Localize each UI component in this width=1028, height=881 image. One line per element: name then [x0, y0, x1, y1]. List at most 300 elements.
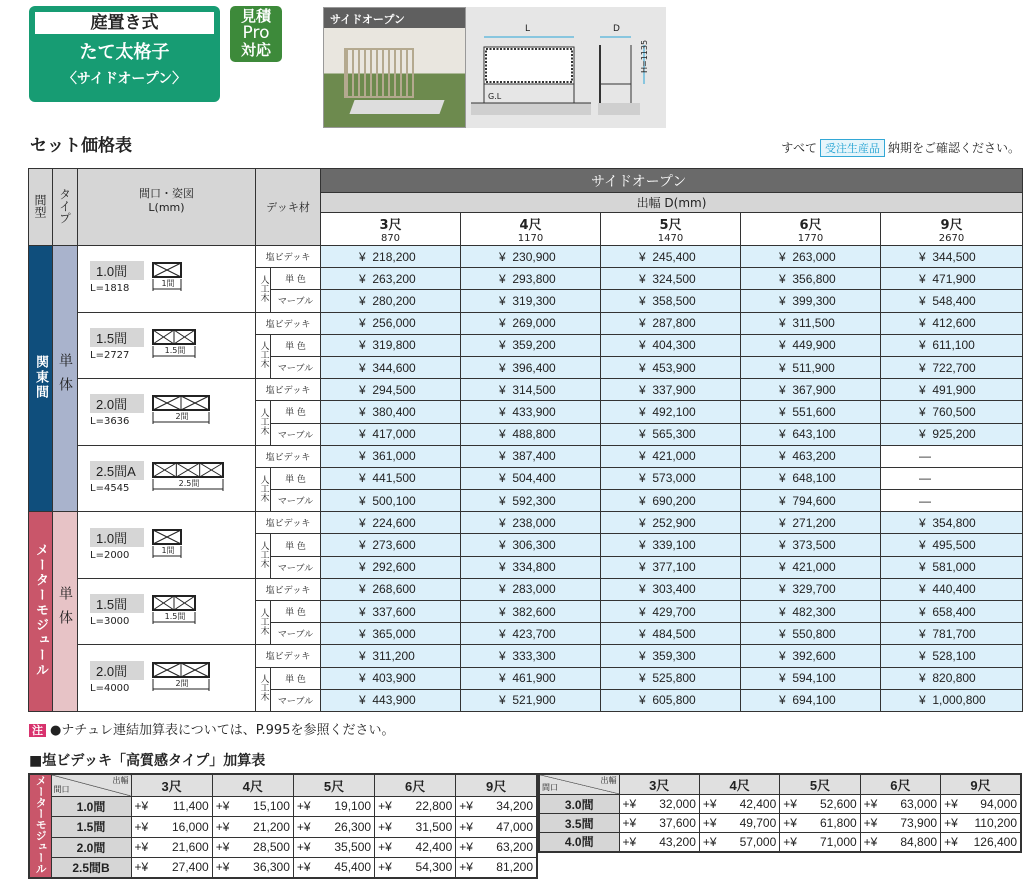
- price-cell: ¥ 359,200: [461, 334, 601, 356]
- price-cell: ¥ 367,900: [741, 379, 881, 401]
- deck-marble: マーブル: [271, 490, 321, 512]
- price-cell: ¥ 280,200: [321, 290, 461, 312]
- deck-enbi: 塩ビデッキ: [256, 578, 321, 600]
- price-cell: ¥ 925,200: [881, 423, 1023, 445]
- addon-value: [456, 857, 537, 878]
- type-name: 単体: [57, 353, 73, 402]
- price-value: 482,300: [792, 604, 836, 619]
- length-label: L=4545: [90, 482, 130, 494]
- column-shaku: 6尺: [799, 218, 822, 233]
- price-value: 333,300: [512, 648, 556, 663]
- addon-amount: 35,500: [334, 840, 372, 855]
- addon-prefix: +¥: [944, 816, 962, 830]
- column-shaku: 3尺: [379, 218, 402, 233]
- deck-tanshoku: 単 色: [271, 401, 321, 423]
- addon-amount: 45,400: [334, 860, 372, 875]
- addon-row: [29, 837, 537, 857]
- price-value: 269,000: [512, 316, 556, 331]
- price-cell: ¥ 488,800: [461, 423, 601, 445]
- price-value: 380,400: [372, 404, 416, 419]
- addon-value: [212, 817, 293, 837]
- label-GL: G.L: [488, 92, 502, 101]
- price-value: 294,500: [372, 382, 416, 397]
- addon-amount: 61,800: [819, 816, 857, 830]
- deck-marble: マーブル: [271, 556, 321, 578]
- order-notice: [781, 139, 1020, 157]
- deck-jinko: [256, 401, 271, 445]
- price-cell: ¥ 396,400: [461, 356, 601, 378]
- price-cell: ¥ 319,300: [461, 290, 601, 312]
- price-cell: ¥ 268,600: [321, 578, 461, 600]
- addon-amount: 52,600: [819, 797, 857, 811]
- deck-marble: マーブル: [271, 290, 321, 312]
- addon-row: [539, 814, 1021, 833]
- price-cell: ¥ 230,900: [461, 246, 601, 268]
- addon-amount: 21,600: [171, 840, 209, 855]
- group-cell: [29, 512, 53, 712]
- addon-value: [941, 833, 1021, 852]
- price-cell: ¥ 271,200: [741, 512, 881, 534]
- price-cell: ¥ 354,800: [881, 512, 1023, 534]
- price-cell: ¥ 433,900: [461, 401, 601, 423]
- variant-name: 〈サイドオープン〉: [62, 71, 187, 87]
- price-value: 339,100: [652, 538, 696, 553]
- price-value: 820,800: [932, 671, 976, 686]
- addon-prefix: +¥: [134, 860, 152, 875]
- price-cell: ¥ 399,300: [741, 290, 881, 312]
- addon-header-row: [29, 774, 537, 796]
- label-L: L: [525, 24, 531, 34]
- deck-jinko: [256, 268, 271, 312]
- table-row: [29, 512, 1023, 534]
- price-value: 412,600: [932, 316, 976, 331]
- addon-row: [29, 796, 537, 816]
- price-value: 283,000: [512, 582, 556, 597]
- addon-col-header: 6尺: [375, 774, 456, 796]
- price-value: 337,600: [372, 604, 416, 619]
- size-cell: [78, 312, 256, 379]
- deck-jinko-label: 人工木: [258, 474, 269, 502]
- price-value: 365,000: [372, 626, 416, 641]
- price-value: 361,000: [372, 449, 416, 464]
- price-cell: ¥ 423,700: [461, 623, 601, 645]
- addon-value: [780, 795, 860, 814]
- addon-prefix: +¥: [378, 840, 396, 855]
- deck-jinko-label: 人工木: [258, 408, 269, 435]
- length-label: L=2000: [90, 549, 130, 561]
- price-value: 525,800: [652, 671, 696, 686]
- addon-value: [131, 837, 212, 857]
- price-value: 417,000: [372, 427, 416, 442]
- addon-value: [860, 833, 940, 852]
- addon-value: [293, 837, 374, 857]
- addon-prefix: +¥: [296, 819, 314, 834]
- addon-value: [699, 833, 779, 852]
- size-cell: [78, 379, 256, 446]
- price-value: 492,100: [652, 404, 696, 419]
- made-to-order-tag: 受注生産品: [820, 139, 885, 157]
- price-value: 256,000: [372, 316, 416, 331]
- price-value: 224,600: [372, 515, 416, 530]
- deck-tanshoku: 単 色: [271, 667, 321, 689]
- price-value: 495,500: [932, 538, 976, 553]
- addon-amount: 94,000: [980, 797, 1017, 811]
- addon-size: 3.0間: [539, 795, 619, 814]
- dimension-drawing: [466, 7, 666, 128]
- price-cell: ¥ 471,900: [881, 268, 1023, 290]
- addon-value: [456, 796, 537, 816]
- addon-size: 1.5間: [51, 817, 131, 837]
- price-value: 403,900: [372, 671, 416, 686]
- group-cell: [29, 246, 53, 512]
- price-value: 303,400: [652, 582, 696, 597]
- price-cell: ¥ 690,200: [601, 490, 741, 512]
- price-value: —: [919, 471, 931, 486]
- header-deck: デッキ材: [256, 169, 321, 246]
- addon-value: [941, 795, 1021, 814]
- addon-prefix: +¥: [459, 840, 477, 855]
- column-header: [601, 213, 741, 246]
- addon-value: [375, 817, 456, 837]
- span-label: 1.5間: [164, 345, 186, 355]
- price-value: 359,300: [652, 648, 696, 663]
- addon-prefix: +¥: [783, 816, 801, 830]
- addon-amount: 11,400: [172, 799, 209, 814]
- addon-row: [539, 833, 1021, 852]
- addon-prefix: +¥: [702, 834, 720, 849]
- addon-prefix: +¥: [702, 797, 720, 811]
- photo-slab: [349, 100, 444, 114]
- price-value: 382,600: [512, 604, 556, 619]
- deck-enbi: 塩ビデッキ: [256, 445, 321, 467]
- price-value: 396,400: [512, 360, 556, 375]
- column-mm: 2670: [938, 233, 965, 244]
- header-side-open: サイドオープン: [321, 169, 1023, 193]
- price-cell: ¥ 492,100: [601, 401, 741, 423]
- price-cell: [881, 490, 1023, 512]
- price-cell: ¥ 760,500: [881, 401, 1023, 423]
- price-cell: ¥ 404,300: [601, 334, 741, 356]
- price-cell: ¥ 820,800: [881, 667, 1023, 689]
- deck-marble: マーブル: [271, 423, 321, 445]
- deck-marble: マーブル: [271, 689, 321, 711]
- addon-size: 1.0間: [51, 796, 131, 816]
- price-cell: [881, 445, 1023, 467]
- price-value: 548,400: [932, 293, 976, 308]
- price-value: 238,000: [512, 515, 556, 530]
- table-row: [29, 578, 1023, 600]
- length-label: L=3000: [90, 616, 130, 628]
- deck-jinko-label: 人工木: [258, 541, 269, 569]
- price-cell: ¥ 495,500: [881, 534, 1023, 556]
- addon-col-header: 9尺: [456, 774, 537, 796]
- size-cell: [78, 645, 256, 712]
- column-header: [321, 213, 461, 246]
- header-type: タイプ: [53, 169, 78, 246]
- price-cell: ¥ 263,000: [741, 246, 881, 268]
- addon-group-name: メーターモジュール: [34, 775, 47, 874]
- addon-prefix: +¥: [622, 816, 640, 830]
- price-cell: ¥ 421,000: [601, 445, 741, 467]
- photo-caption: サイドオープン: [324, 8, 465, 28]
- category-label: 庭置き式: [35, 12, 214, 34]
- addon-amount: 42,400: [415, 840, 453, 855]
- addon-value: [941, 814, 1021, 833]
- price-value: 293,800: [512, 271, 556, 286]
- addon-amount: 81,200: [496, 860, 533, 875]
- mitsumori-pro-badge: [230, 6, 282, 62]
- type-cell: [53, 512, 78, 712]
- addon-prefix: +¥: [134, 840, 152, 855]
- price-value: 658,400: [932, 604, 976, 619]
- price-value: 471,900: [932, 271, 976, 286]
- addon-value: [293, 796, 374, 816]
- addon-col-header: 4尺: [212, 774, 293, 796]
- addon-table-left: [28, 773, 538, 879]
- note-label: 注: [29, 724, 46, 737]
- price-cell: ¥ 252,900: [601, 512, 741, 534]
- addon-amount: 22,800: [415, 799, 453, 814]
- addon-value: [212, 796, 293, 816]
- price-value: 280,200: [372, 293, 416, 308]
- price-value: 230,900: [512, 249, 556, 264]
- price-value: 760,500: [932, 404, 976, 419]
- addon-amount: 110,200: [974, 816, 1017, 830]
- column-shaku: 4尺: [519, 218, 542, 233]
- price-value: 392,600: [792, 648, 836, 663]
- price-value: 377,100: [652, 560, 696, 575]
- addon-value: [375, 796, 456, 816]
- price-value: 694,100: [792, 693, 836, 708]
- addon-amount: 63,000: [900, 797, 938, 811]
- addon-value: [456, 817, 537, 837]
- price-cell: ¥ 443,900: [321, 689, 461, 711]
- price-value: 573,000: [652, 471, 696, 486]
- price-value: 449,900: [792, 338, 836, 353]
- addon-prefix: +¥: [134, 819, 152, 834]
- addon-value: [131, 857, 212, 878]
- addon-prefix: +¥: [378, 860, 396, 875]
- notice-prefix: すべて: [781, 141, 817, 155]
- corner-col: 出幅: [112, 776, 129, 785]
- addon-value: [375, 857, 456, 878]
- price-value: 521,900: [512, 693, 556, 708]
- size-cell: [78, 445, 256, 512]
- price-value: 268,600: [372, 582, 416, 597]
- size-cell: [78, 246, 256, 313]
- price-cell: ¥ 565,300: [601, 423, 741, 445]
- price-cell: ¥ 548,400: [881, 290, 1023, 312]
- deck-tanshoku: 単 色: [271, 601, 321, 623]
- addon-value: [780, 814, 860, 833]
- price-value: 319,800: [372, 338, 416, 353]
- price-value: 337,900: [652, 382, 696, 397]
- price-value: 421,000: [652, 449, 696, 464]
- price-cell: ¥ 794,600: [741, 490, 881, 512]
- addon-value: [619, 795, 699, 814]
- price-value: 611,100: [932, 338, 975, 353]
- price-cell: ¥ 380,400: [321, 401, 461, 423]
- price-value: 581,000: [932, 560, 976, 575]
- price-cell: ¥ 528,100: [881, 645, 1023, 667]
- addon-value: [619, 833, 699, 852]
- addon-prefix: +¥: [378, 799, 396, 814]
- price-cell: ¥ 344,600: [321, 356, 461, 378]
- price-value: 292,600: [372, 560, 416, 575]
- addon-prefix: +¥: [863, 834, 881, 849]
- price-value: 314,500: [512, 382, 556, 397]
- price-cell: ¥ 329,700: [741, 578, 881, 600]
- addon-amount: 19,100: [334, 799, 372, 814]
- length-label: L=1818: [90, 283, 130, 295]
- addon-col-header: 3尺: [619, 774, 699, 795]
- deck-jinko-label: 人工木: [258, 341, 269, 369]
- price-cell: ¥ 482,300: [741, 601, 881, 623]
- price-value: 491,900: [932, 382, 976, 397]
- group-name: メーターモジュール: [33, 542, 48, 678]
- price-cell: [881, 467, 1023, 489]
- span-label: 2間: [175, 678, 189, 688]
- price-cell: ¥ 643,100: [741, 423, 881, 445]
- addon-value: [375, 837, 456, 857]
- addon-col-header: 9尺: [941, 774, 1021, 795]
- deck-tanshoku: 単 色: [271, 334, 321, 356]
- price-value: 387,400: [512, 449, 556, 464]
- price-value: —: [919, 449, 931, 464]
- price-value: 528,100: [932, 648, 976, 663]
- price-cell: ¥ 463,200: [741, 445, 881, 467]
- addon-prefix: +¥: [459, 799, 477, 814]
- price-value: 461,900: [512, 671, 556, 686]
- deck-tanshoku: 単 色: [271, 467, 321, 489]
- price-cell: ¥ 511,900: [741, 356, 881, 378]
- price-value: 311,500: [792, 316, 835, 331]
- addon-amount: 54,300: [415, 860, 453, 875]
- price-cell: ¥ 403,900: [321, 667, 461, 689]
- price-value: 287,800: [652, 316, 696, 331]
- addon-size: 2.5間B: [51, 857, 131, 878]
- badge-line: 対応: [240, 41, 271, 59]
- price-value: 367,900: [792, 382, 836, 397]
- price-value: 605,800: [652, 693, 696, 708]
- price-value: 263,000: [792, 249, 836, 264]
- size-label: 1.5間: [90, 594, 144, 613]
- addon-value: [131, 817, 212, 837]
- column-mm: 1770: [797, 233, 824, 244]
- deck-marble: マーブル: [271, 623, 321, 645]
- addon-amount: 43,200: [659, 834, 696, 849]
- span-label: 1間: [161, 279, 175, 289]
- price-cell: ¥ 421,000: [741, 556, 881, 578]
- size-cell: [78, 512, 256, 579]
- corner-row: 間口: [542, 783, 558, 792]
- addon-prefix: +¥: [296, 860, 314, 875]
- addon-value: [212, 857, 293, 878]
- addon-amount: 31,500: [415, 819, 453, 834]
- price-cell: ¥ 283,000: [461, 578, 601, 600]
- price-cell: ¥ 269,000: [461, 312, 601, 334]
- price-value: 648,100: [792, 471, 836, 486]
- table-row: [29, 246, 1023, 268]
- price-value: 354,800: [932, 515, 976, 530]
- header-madori: 間型: [29, 169, 53, 246]
- deck-tanshoku: 単 色: [271, 534, 321, 556]
- price-value: 488,800: [512, 427, 556, 442]
- price-cell: ¥ 484,500: [601, 623, 741, 645]
- price-value: 344,500: [932, 249, 976, 264]
- price-value: 358,500: [652, 293, 696, 308]
- badge-line: 見積: [240, 7, 271, 25]
- addon-col-header: 6尺: [860, 774, 940, 795]
- price-cell: ¥ 581,000: [881, 556, 1023, 578]
- deck-jinko: [256, 334, 271, 378]
- price-value: 404,300: [652, 338, 696, 353]
- price-value: 440,400: [932, 582, 976, 597]
- size-label: 1.5間: [90, 328, 144, 347]
- header-depth: 出幅 D(mm): [321, 193, 1023, 213]
- price-value: 463,200: [792, 449, 836, 464]
- deck-enbi: 塩ビデッキ: [256, 645, 321, 667]
- price-value: 592,300: [512, 493, 556, 508]
- price-cell: ¥ 781,700: [881, 623, 1023, 645]
- price-value: 433,900: [512, 404, 556, 419]
- addon-amount: 73,900: [900, 816, 938, 830]
- price-cell: ¥ 525,800: [601, 667, 741, 689]
- price-cell: ¥ 387,400: [461, 445, 601, 467]
- deck-jinko-label: 人工木: [258, 274, 269, 302]
- column-header: [881, 213, 1023, 246]
- addon-amount: 21,200: [253, 819, 290, 834]
- price-cell: ¥ 358,500: [601, 290, 741, 312]
- price-cell: ¥ 504,400: [461, 467, 601, 489]
- price-value: 594,100: [792, 671, 836, 686]
- deck-jinko: [256, 467, 271, 511]
- addon-amount: 34,200: [496, 799, 533, 814]
- addon-table-right: [538, 773, 1022, 853]
- price-value: 329,700: [792, 582, 836, 597]
- deck-jinko-label: 人工木: [258, 674, 269, 702]
- addon-corner: [539, 774, 619, 795]
- span-label: 1間: [161, 545, 175, 555]
- addon-prefix: +¥: [622, 797, 640, 811]
- price-cell: ¥ 461,900: [461, 667, 601, 689]
- price-cell: ¥ 365,000: [321, 623, 461, 645]
- price-value: 334,800: [512, 560, 556, 575]
- price-value: 511,900: [792, 360, 835, 375]
- addon-col-header: 4尺: [699, 774, 779, 795]
- type-name: 単体: [57, 586, 73, 635]
- price-cell: ¥ 449,900: [741, 334, 881, 356]
- notice-suffix: 納期をご確認ください。: [887, 141, 1020, 155]
- product-photo: [323, 7, 466, 128]
- addon-amount: 47,000: [496, 819, 533, 834]
- price-cell: ¥ 337,900: [601, 379, 741, 401]
- addon-value: [456, 837, 537, 857]
- table-row: [29, 312, 1023, 334]
- size-label: 2.0間: [90, 661, 144, 680]
- addon-prefix: +¥: [702, 816, 720, 830]
- addon-row: [29, 857, 537, 878]
- price-cell: ¥ 337,600: [321, 601, 461, 623]
- addon-amount: 26,300: [334, 819, 372, 834]
- price-cell: ¥ 294,500: [321, 379, 461, 401]
- addon-amount: 15,100: [253, 799, 290, 814]
- price-cell: ¥ 306,300: [461, 534, 601, 556]
- addon-prefix: +¥: [863, 797, 881, 811]
- size-label: 2.0間: [90, 394, 144, 413]
- price-value: 359,200: [512, 338, 556, 353]
- header-size: 間口・姿図 L(mm): [78, 169, 256, 246]
